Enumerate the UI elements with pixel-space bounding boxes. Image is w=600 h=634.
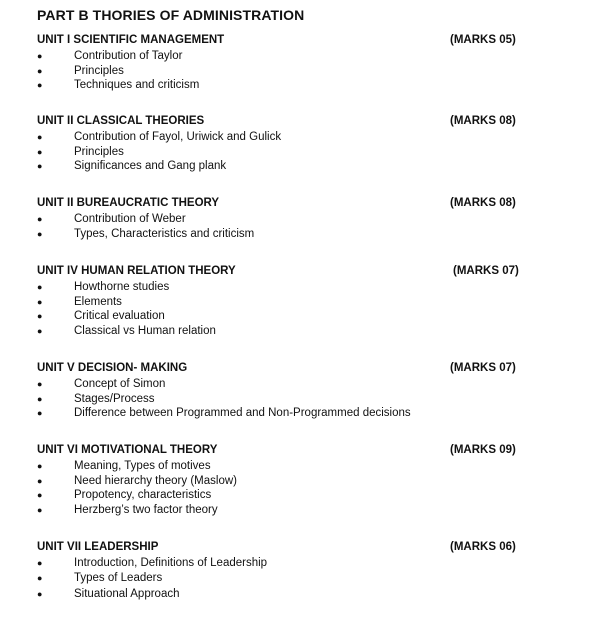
topic-list bbox=[37, 212, 557, 241]
unit-marks: (MARKS 08) bbox=[450, 115, 516, 127]
topic-text: Types of Leaders bbox=[74, 571, 163, 584]
topic-text: Principles bbox=[74, 145, 124, 158]
bullet-icon: ● bbox=[37, 228, 43, 239]
unit-classical-theories bbox=[37, 115, 557, 174]
unit-title: UNIT VI MOTIVATIONAL THEORY bbox=[37, 444, 218, 456]
page-title: PART B THORIES OF ADMINISTRATION bbox=[37, 7, 305, 23]
unit-marks: (MARKS 09) bbox=[450, 444, 516, 456]
topic-item bbox=[37, 324, 557, 339]
topic-text: Principles bbox=[74, 64, 124, 77]
topic-item bbox=[37, 587, 557, 602]
topic-item bbox=[37, 503, 557, 518]
topic-list bbox=[37, 377, 557, 421]
topic-item bbox=[37, 159, 557, 174]
topic-item bbox=[37, 406, 557, 421]
unit-marks: (MARKS 05) bbox=[450, 34, 516, 46]
topic-list bbox=[37, 459, 557, 517]
topic-item bbox=[37, 377, 557, 392]
bullet-icon: ● bbox=[37, 325, 43, 336]
topic-text: Meaning, Types of motives bbox=[74, 460, 211, 472]
topic-list bbox=[37, 280, 557, 338]
unit-title: UNIT II BUREAUCRATIC THEORY bbox=[37, 197, 220, 209]
bullet-icon: ● bbox=[37, 80, 43, 90]
bullet-icon: ● bbox=[37, 558, 43, 568]
bullet-icon: ● bbox=[37, 146, 43, 157]
unit-header bbox=[37, 265, 557, 280]
topic-item bbox=[37, 227, 557, 242]
topic-text: Elements bbox=[74, 295, 122, 308]
topic-text: Need hierarchy theory (Maslow) bbox=[74, 474, 237, 487]
topic-list bbox=[37, 556, 557, 602]
bullet-icon: ● bbox=[37, 475, 43, 486]
bullet-icon: ● bbox=[37, 51, 43, 61]
unit-title: UNIT I SCIENTIFIC MANAGEMENT bbox=[37, 34, 225, 46]
topic-text: Contribution of Taylor bbox=[74, 50, 183, 62]
topic-text: Difference between Programmed and Non-Programmed decisions bbox=[74, 407, 411, 419]
topic-item bbox=[37, 145, 557, 160]
unit-title: UNIT V DECISION- MAKING bbox=[37, 362, 188, 374]
unit-bureaucratic-theory bbox=[37, 197, 557, 241]
topic-text: Introduction, Definitions of Leadership bbox=[74, 557, 268, 569]
topic-item bbox=[37, 488, 557, 503]
topic-item bbox=[37, 78, 557, 93]
topic-item bbox=[37, 212, 557, 227]
topic-text: Techniques and criticism bbox=[74, 79, 200, 91]
unit-header bbox=[37, 541, 557, 556]
bullet-icon: ● bbox=[37, 461, 43, 471]
topic-text: Stages/Process bbox=[74, 392, 155, 405]
topic-text: Contribution of Weber bbox=[74, 213, 186, 225]
unit-header bbox=[37, 115, 557, 130]
topic-text: Critical evaluation bbox=[74, 310, 165, 322]
unit-header bbox=[37, 197, 557, 212]
topic-text: Classical vs Human relation bbox=[74, 324, 216, 337]
unit-marks: (MARKS 08) bbox=[450, 197, 516, 209]
unit-scientific-management bbox=[37, 34, 557, 93]
topic-item bbox=[37, 474, 557, 489]
bullet-icon: ● bbox=[37, 504, 43, 515]
topic-item bbox=[37, 64, 557, 79]
bullet-icon: ● bbox=[37, 296, 43, 307]
topic-item bbox=[37, 392, 557, 407]
bullet-icon: ● bbox=[37, 65, 43, 76]
topic-item bbox=[37, 295, 557, 310]
unit-leadership bbox=[37, 541, 557, 602]
topic-text: Propotency, characteristics bbox=[74, 489, 212, 501]
topic-item bbox=[37, 49, 557, 64]
bullet-icon: ● bbox=[37, 379, 43, 389]
topic-item bbox=[37, 571, 557, 586]
unit-header bbox=[37, 362, 557, 377]
unit-title: UNIT IV HUMAN RELATION THEORY bbox=[37, 265, 236, 277]
unit-header bbox=[37, 34, 557, 49]
topic-item bbox=[37, 556, 557, 571]
topic-text: Herzberg’s two factor theory bbox=[74, 503, 218, 516]
bullet-icon: ● bbox=[37, 214, 43, 224]
bullet-icon: ● bbox=[37, 282, 43, 292]
unit-marks: (MARKS 06) bbox=[450, 541, 516, 553]
unit-motivational-theory bbox=[37, 444, 557, 517]
bullet-icon: ● bbox=[37, 490, 43, 500]
unit-decision-making bbox=[37, 362, 557, 421]
unit-marks: (MARKS 07) bbox=[453, 265, 519, 277]
topic-text: Contribution of Fayol, Uriwick and Gulick bbox=[74, 131, 282, 143]
topic-item bbox=[37, 280, 557, 295]
topic-item bbox=[37, 309, 557, 324]
topic-item bbox=[37, 130, 557, 145]
bullet-icon: ● bbox=[37, 408, 43, 418]
topic-list bbox=[37, 130, 557, 174]
unit-marks: (MARKS 07) bbox=[450, 362, 516, 374]
unit-title: UNIT VII LEADERSHIP bbox=[37, 541, 159, 553]
bullet-icon: ● bbox=[37, 589, 43, 599]
bullet-icon: ● bbox=[37, 393, 43, 404]
topic-text: Situational Approach bbox=[74, 588, 180, 600]
topic-text: Concept of Simon bbox=[74, 378, 166, 390]
bullet-icon: ● bbox=[37, 311, 43, 321]
bullet-icon: ● bbox=[37, 161, 43, 171]
topic-text: Types, Characteristics and criticism bbox=[74, 227, 255, 240]
topic-text: Significances and Gang plank bbox=[74, 160, 227, 172]
unit-header bbox=[37, 444, 557, 459]
bullet-icon: ● bbox=[37, 132, 43, 142]
topic-text: Howthorne studies bbox=[74, 281, 170, 293]
unit-title: UNIT II CLASSICAL THEORIES bbox=[37, 115, 205, 127]
topic-list bbox=[37, 49, 557, 93]
topic-item bbox=[37, 459, 557, 474]
unit-human-relation-theory bbox=[37, 265, 557, 338]
bullet-icon: ● bbox=[37, 572, 43, 583]
